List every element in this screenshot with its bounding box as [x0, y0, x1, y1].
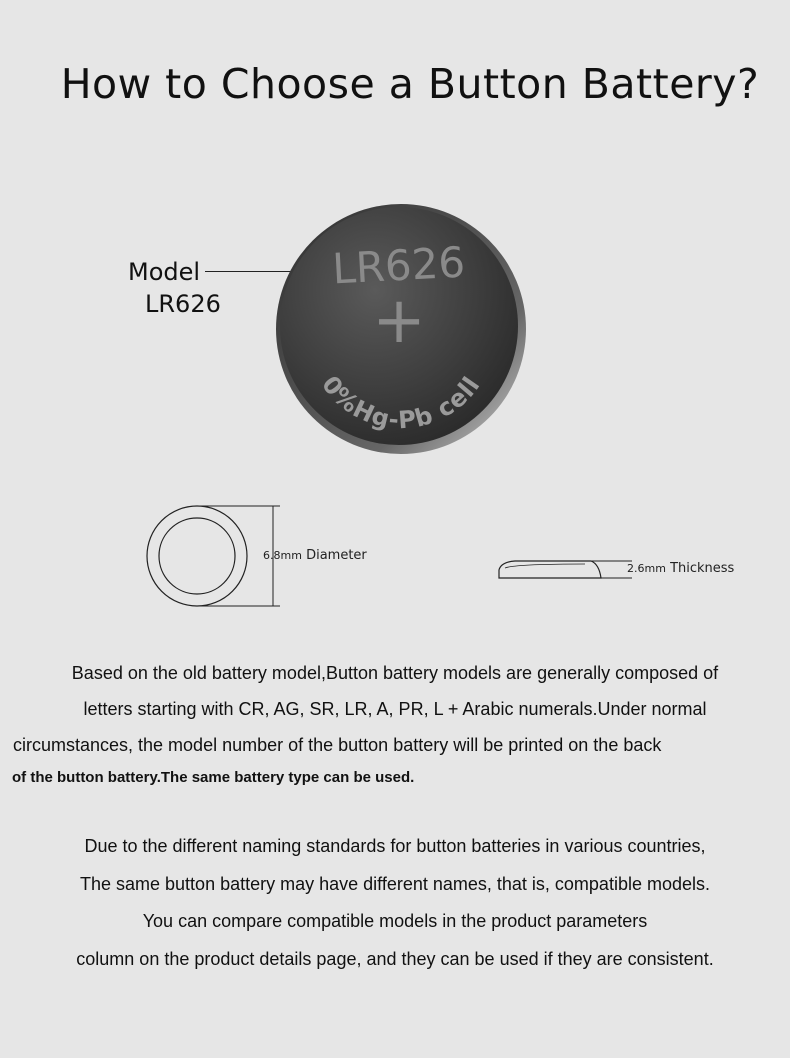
plus-symbol: + [372, 284, 426, 358]
model-label: Model [128, 258, 201, 286]
diameter-value: 6.8mm [263, 549, 302, 562]
diameter-label: Diameter [306, 548, 367, 563]
paragraph-line: Based on the old battery model,Button battery models are generally composed of [71, 663, 719, 683]
paragraph-line: letters starting with CR, AG, SR, LR, A, PR, L + Arabic numerals.Under normal [83, 699, 707, 719]
thickness-label: Thickness [670, 561, 735, 576]
paragraph-line: column on the product details page, and they can be used if they are consistent. [76, 948, 714, 969]
model-explanation-paragraph [0, 655, 790, 793]
diameter-text [263, 548, 367, 563]
thickness-diagram [495, 556, 635, 582]
thickness-text [627, 561, 734, 576]
battery-photo [275, 202, 527, 456]
paragraph-line: You can compare compatible models in the product parameters [142, 911, 648, 931]
paragraph-line: of the button battery.The same battery type can be used. [12, 769, 415, 786]
paragraph-line: The same button battery may have different names, that is, compatible models. [80, 873, 710, 894]
thickness-value: 2.6mm [627, 562, 666, 575]
page-title: How to Choose a Button Battery? [60, 60, 760, 108]
model-value: LR626 [145, 290, 221, 318]
battery-cell-text: 0%Hg-Pb cell [316, 370, 486, 435]
paragraph-line: circumstances, the model number of the button battery will be printed on the back [13, 735, 662, 755]
battery-model-text: LR626 [331, 237, 467, 294]
paragraph-line: Due to the different naming standards for button batteries in various countries, [84, 836, 706, 856]
compatibility-paragraph [0, 828, 790, 978]
